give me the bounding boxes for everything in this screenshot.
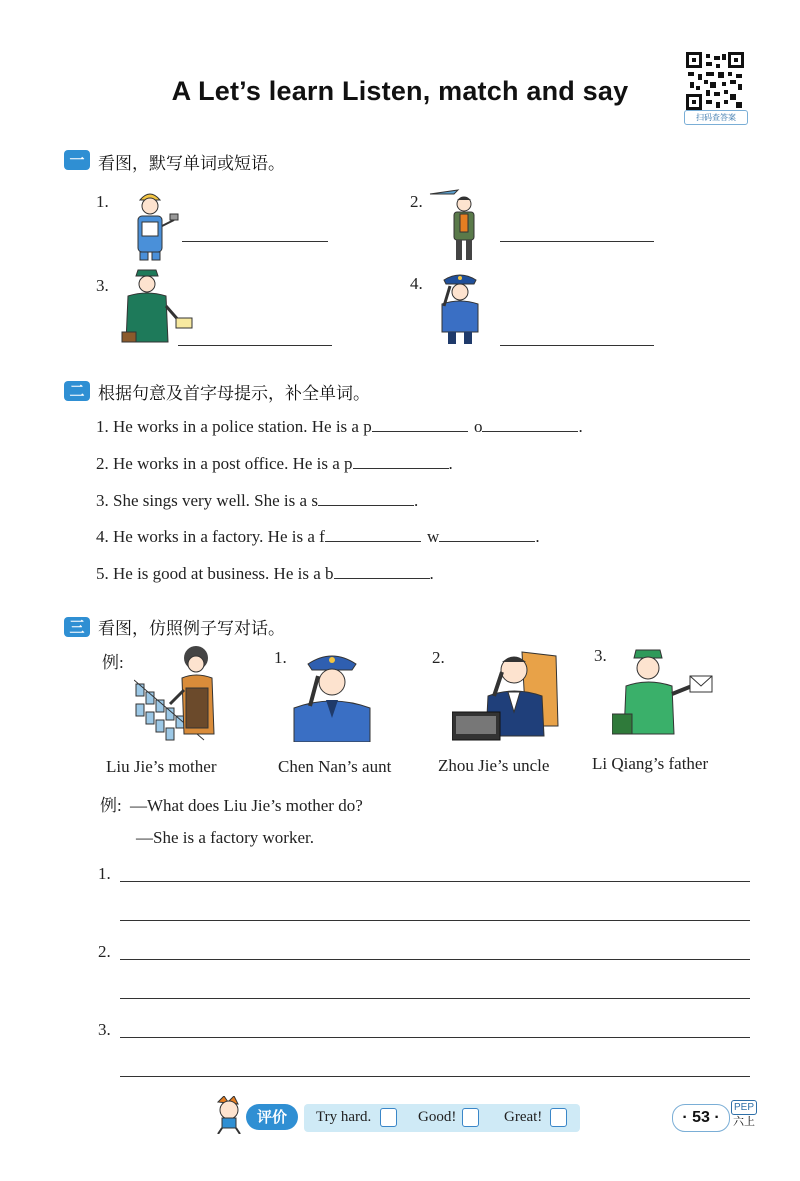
great-checkbox[interactable]: [550, 1108, 567, 1127]
qr-code-icon[interactable]: [686, 52, 744, 110]
blank-field[interactable]: [439, 527, 535, 542]
answer-number: 3.: [98, 1020, 111, 1039]
evaluation-badge: 评价: [246, 1104, 298, 1130]
blank-field[interactable]: [318, 491, 414, 506]
period: .: [535, 527, 540, 546]
item-number: 2.: [410, 192, 423, 211]
caption: Liu Jie’s mother: [106, 757, 217, 776]
section-3-title: 看图，仿照例子写对话。: [98, 619, 285, 639]
answer-line[interactable]: [120, 920, 750, 921]
sentence-5: [96, 564, 434, 584]
sentence-2: [96, 454, 453, 474]
answer-line[interactable]: [500, 345, 654, 346]
edition-label: [731, 1100, 757, 1128]
good-label: Good!: [418, 1109, 457, 1125]
policeman-illustration: [434, 270, 486, 346]
item-number: 1.: [96, 192, 109, 211]
sentence-3: [96, 491, 418, 511]
grade-label: 六上: [733, 1115, 755, 1128]
example-answer: —She is a factory worker.: [136, 828, 314, 847]
mascot-icon: [212, 1096, 246, 1134]
answer-line[interactable]: [178, 345, 332, 346]
factory-worker-illustration: [122, 186, 180, 262]
example-label: 例:: [102, 653, 124, 672]
initial-letter: w: [427, 527, 440, 546]
answer-line[interactable]: [182, 241, 328, 242]
caption: Zhou Jie’s uncle: [438, 756, 550, 775]
section-2-badge: 二: [64, 381, 90, 401]
page-number: · 53 ·: [672, 1104, 730, 1132]
good-checkbox[interactable]: [462, 1108, 479, 1127]
example-label: 例:: [100, 796, 122, 815]
item-number: 4.: [410, 274, 423, 293]
blank-field[interactable]: [325, 527, 421, 542]
section-1-badge: 一: [64, 150, 90, 170]
period: .: [413, 491, 419, 510]
try-hard-label: Try hard.: [316, 1109, 372, 1125]
sentence-4: [96, 527, 540, 547]
try-hard-checkbox[interactable]: [380, 1108, 397, 1127]
item-number: 3.: [96, 276, 109, 295]
blank-field[interactable]: [334, 564, 430, 579]
period: .: [429, 564, 434, 583]
section-1-title: 看图，默写单词或短语。: [98, 154, 285, 174]
postman-illustration: [114, 266, 194, 346]
picture-number: 3.: [594, 646, 607, 665]
sentence-text: 5. He is good at business. He is a b: [96, 564, 334, 583]
caption: Chen Nan’s aunt: [278, 757, 392, 776]
sentence-text: 3. She sings very well. She is a s: [96, 491, 318, 510]
answer-line[interactable]: [500, 241, 654, 242]
period: .: [578, 417, 583, 436]
factory-worker-mother-illustration: [134, 644, 224, 746]
businessman-illustration: [452, 646, 562, 742]
qr-label: 扫码查答案: [684, 110, 748, 125]
sentence-text: 4. He works in a factory. He is a f: [96, 527, 325, 546]
sentence-text: 2. He works in a post office. He is a p: [96, 454, 353, 473]
section-3-badge: 三: [64, 617, 90, 637]
pep-label: PEP: [731, 1100, 757, 1115]
policewoman-illustration: [290, 648, 374, 742]
blank-field[interactable]: [372, 417, 468, 432]
picture-number: 1.: [274, 648, 287, 667]
blank-field[interactable]: [482, 417, 578, 432]
section-2-title: 根据句意及首字母提示，补全单词。: [98, 384, 370, 404]
blank-field[interactable]: [353, 454, 449, 469]
example-question: —What does Liu Jie’s mother do?: [129, 796, 363, 815]
answer-number: 2.: [98, 942, 111, 961]
page-title: A Let’s learn Listen, match and say: [171, 76, 629, 106]
pilot-illustration: [428, 186, 488, 262]
caption: Li Qiang’s father: [592, 754, 709, 773]
postman-father-illustration: [612, 644, 718, 740]
sentence-text: 1. He works in a police station. He is a p: [96, 417, 372, 436]
answer-line[interactable]: [120, 998, 750, 999]
period: .: [448, 454, 453, 473]
initial-letter: o: [473, 417, 483, 436]
sentence-1: [96, 417, 583, 437]
answer-line[interactable]: [120, 1076, 750, 1077]
picture-number: 2.: [432, 648, 445, 667]
answer-number: 1.: [98, 864, 111, 883]
answer-line[interactable]: [120, 1037, 750, 1038]
answer-line[interactable]: [120, 881, 750, 882]
answer-line[interactable]: [120, 959, 750, 960]
example-dialogue-question: [100, 791, 363, 816]
great-label: Great!: [504, 1109, 543, 1125]
